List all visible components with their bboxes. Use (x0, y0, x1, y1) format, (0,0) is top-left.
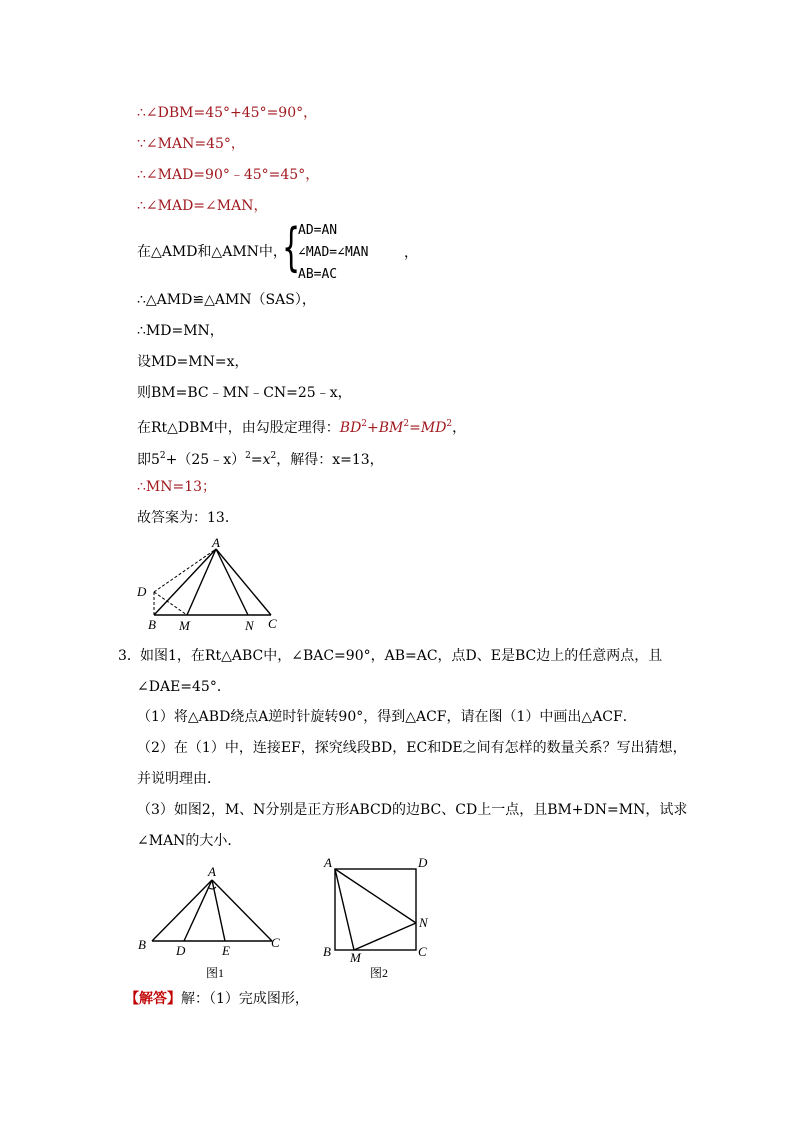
exponent: 2 (361, 419, 368, 429)
system-suffix: ， (404, 245, 418, 261)
eq-tail: ，解得：x=13， (276, 452, 384, 468)
fig1-label-e: E (222, 943, 230, 958)
answer-tag: 【解答】 (125, 991, 181, 1007)
figure-1 (132, 860, 292, 986)
problem-part-3a: （3）如图2，M、N分别是正方形ABCD的边BC、CD上一点，且BM+DN=MN，试求 (137, 802, 688, 818)
answer-text: 解：（1）完成图形， (181, 991, 309, 1007)
solution-line-4: ∴∠MAD=∠MAN， (137, 198, 268, 214)
pythagoras-line (137, 415, 466, 437)
problem-part-3b: ∠MAN的大小． (137, 833, 242, 849)
exponent: 2 (245, 451, 251, 461)
fig1-label-c: C (271, 935, 280, 950)
label-n: N (245, 618, 254, 633)
label-b: B (148, 617, 156, 632)
figure-2 (318, 852, 438, 986)
problem-part-1: （1）将△ABD绕点A逆时针旋转90°，得到△ACF，请在图（1）中画出△ACF． (137, 709, 637, 725)
exponent: 2 (403, 419, 410, 429)
fig1-label-a: A (208, 864, 216, 879)
fig2-label-c: C (418, 944, 427, 959)
system-row: ∠MAD=∠MAN (298, 245, 369, 260)
problem-part-2b: 并说明理由． (137, 771, 221, 787)
answer-intro (125, 990, 309, 1008)
proof-line-4: 则BM=BC﹣MN﹣CN=25﹣x， (137, 385, 352, 401)
triangle-figure-top (130, 536, 290, 636)
system-row: AB=AC (298, 267, 338, 282)
pythagoras-end: ， (452, 420, 467, 436)
solution-line-3: ∴∠MAD=90°﹣45°=45°， (137, 167, 320, 183)
solution-line-2: ∵∠MAN=45°， (137, 136, 245, 152)
system-prefix: 在△AMD和△AMN中， (137, 244, 287, 260)
problem-part-2a: （2）在（1）中，连接EF，探究线段BD，EC和DE之间有怎样的数量关系？写出猜想， (137, 740, 687, 756)
term-md: =MD (409, 420, 447, 436)
equation-system (298, 220, 368, 286)
fig1-caption: 图1 (206, 966, 225, 980)
problem-number: 3． (118, 648, 141, 664)
label-a: A (212, 536, 220, 550)
solution-line-1: ∴∠DBM=45°+45°=90°， (137, 105, 318, 121)
fig1-label-b: B (138, 937, 146, 952)
system-row: AD=AN (298, 223, 338, 238)
fig2-label-d: D (418, 855, 428, 870)
proof-line-2: ∴MD=MN， (137, 323, 224, 339)
label-d: D (137, 584, 147, 599)
answer-line: 故答案为：13． (137, 510, 239, 526)
term-bd: BD (339, 420, 362, 436)
fig2-label-m: M (350, 950, 361, 965)
eq-prefix: 即5 (137, 452, 160, 468)
equation-line (137, 447, 384, 469)
left-brace: { (282, 218, 301, 278)
term-bm: +BM (367, 420, 404, 436)
result-line: ∴MN=13； (137, 479, 217, 495)
proof-line-3: 设MD=MN=x， (137, 354, 249, 370)
pythagoras-prefix: 在Rt△DBM中，由勾股定理得： (137, 420, 340, 436)
label-c: C (268, 616, 277, 631)
fig2-label-a: A (324, 855, 332, 870)
problem-line-2: ∠DAE=45°． (137, 679, 231, 695)
exponent: 2 (270, 451, 277, 461)
fig2-caption: 图2 (370, 966, 389, 980)
exponent: 2 (159, 451, 166, 461)
eq-eq: =x (250, 452, 271, 468)
label-m: M (179, 618, 190, 633)
eq-mid: +（25﹣x） (165, 452, 246, 468)
fig2-label-n: N (419, 915, 428, 930)
fig1-label-d: D (176, 943, 186, 958)
problem-line-1: 如图1，在Rt△ABC中，∠BAC=90°，AB=AC，点D、E是BC边上的任意两点，且 (140, 648, 663, 664)
exponent: 2 (446, 419, 453, 429)
fig2-label-b: B (323, 944, 331, 959)
proof-line-1: ∴△AMD≌△AMN（SAS）， (137, 292, 316, 308)
